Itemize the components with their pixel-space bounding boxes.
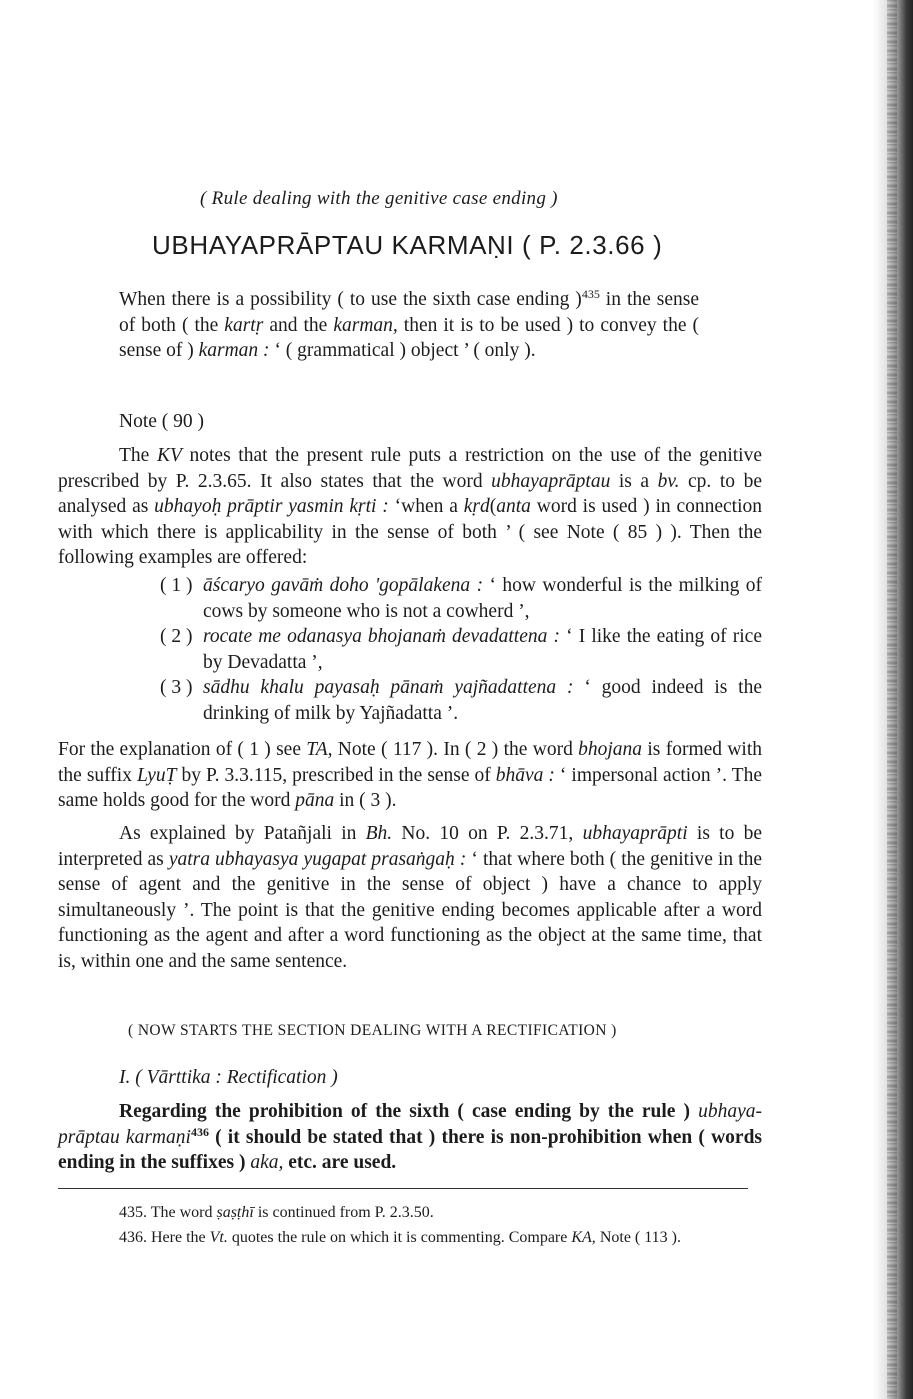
example-number: ( 3 ) — [160, 677, 193, 698]
example-sanskrit: rocate me odanasya bhojanaṁ devadattena : — [203, 626, 560, 647]
list-item — [160, 573, 762, 624]
example-sanskrit: āścaryo gavāṁ doho 'gopālakena : — [203, 575, 484, 596]
example-translation: ‘ how wonderful is the milking of cows by someone who is not a cowherd ’, — [203, 575, 762, 622]
patanjali-paragraph: As explained by Patañjali in Bh. No. 10 on P. 2.3.71, ubhayaprāpti is to be interpreted as yatra ubhayasya yugapat prasaṅgaḥ : ‘ that where both ( the genitive in the sense of agent and the genitive in the sense of object ) have a chance to apply simultaneously ’. The point is that the genitive ending becomes applicable after a word functioning as the agent and after a word functioning as the object at the same time, that is, within one and the same sentence. — [58, 823, 762, 972]
page-title: UBHAYAPRĀPTAU KARMAṆI ( P. 2.3.66 ) — [152, 230, 663, 260]
list-item — [160, 675, 762, 726]
example-translation: ‘ good indeed is the drinking of milk by Yajñadatta ’. — [203, 677, 762, 724]
note-label: Note ( 90 ) — [119, 411, 205, 432]
example-list — [160, 573, 762, 726]
scan-binding-edge — [873, 0, 913, 1399]
rule-caption: ( Rule dealing with the genitive case ending ) — [200, 188, 558, 209]
list-item — [160, 624, 762, 675]
footnote-number: 435. — [119, 1204, 147, 1221]
footnote-divider — [58, 1188, 748, 1189]
example-number: ( 2 ) — [160, 626, 193, 647]
rule-translation: When there is a possibility ( to use the sixth case ending )$^{435}$ in the sense of both ( the kartṛ and the karman, then it is to be used ) to convey the ( sense of ) karman : ‘ ( grammatical ) object ’ ( only ). — [119, 287, 699, 361]
footnote-435: 435. The word ṣaṣṭhī is continued from P. 2.3.50. — [119, 1204, 434, 1221]
example-sanskrit: sādhu khalu payasaḥ pānaṁ yajñadattena : — [203, 677, 574, 698]
note-paragraph: The KV notes that the present rule puts a restriction on the use of the genitive prescribed by P. 2.3.65. It also states that the word ubhayaprāptau is a bv. cp. to be analysed as ubhayoḥ prāptir yasmin kṛti : ‘when a kṛd(anta word is used ) in connection with which there is applicability in the sense of both ’ ( see Note ( 85 ) ). Then the following examples are offered: — [58, 445, 763, 568]
varttika-text: Regarding the prohibition of the sixth ( case ending by the rule ) ubhaya-prāptau karmaṇi$^{436}$ ( it should be stated that ) there is non-prohibition when ( words ending in the suffixes ) aka, etc. are used. — [58, 1101, 763, 1173]
footnote-ref-436[interactable]: 436 — [190, 1124, 209, 1139]
footnote-ref-435[interactable]: 435 — [581, 287, 600, 301]
explanation-paragraph: For the explanation of ( 1 ) see TA, Note ( 117 ). In ( 2 ) the word bhojana is formed with the suffix LyuṬ by P. 3.3.115, prescribed in the sense of bhāva : ‘ impersonal action ’. The same holds good for the word pāna in ( 3 ). — [58, 739, 762, 811]
footnote-number: 436. — [119, 1229, 147, 1246]
example-number: ( 1 ) — [160, 575, 193, 596]
section-heading: ( NOW STARTS THE SECTION DEALING WITH A RECTIFICATION ) — [128, 1022, 617, 1039]
footnote-436: 436. Here the Vt. quotes the rule on which it is commenting. Compare KA, Note ( 113 ). — [119, 1229, 681, 1246]
varttika-label: I. ( Vārttika : Rectification ) — [119, 1067, 338, 1088]
example-translation: ‘ I like the eating of rice by Devadatta ’, — [203, 626, 762, 673]
